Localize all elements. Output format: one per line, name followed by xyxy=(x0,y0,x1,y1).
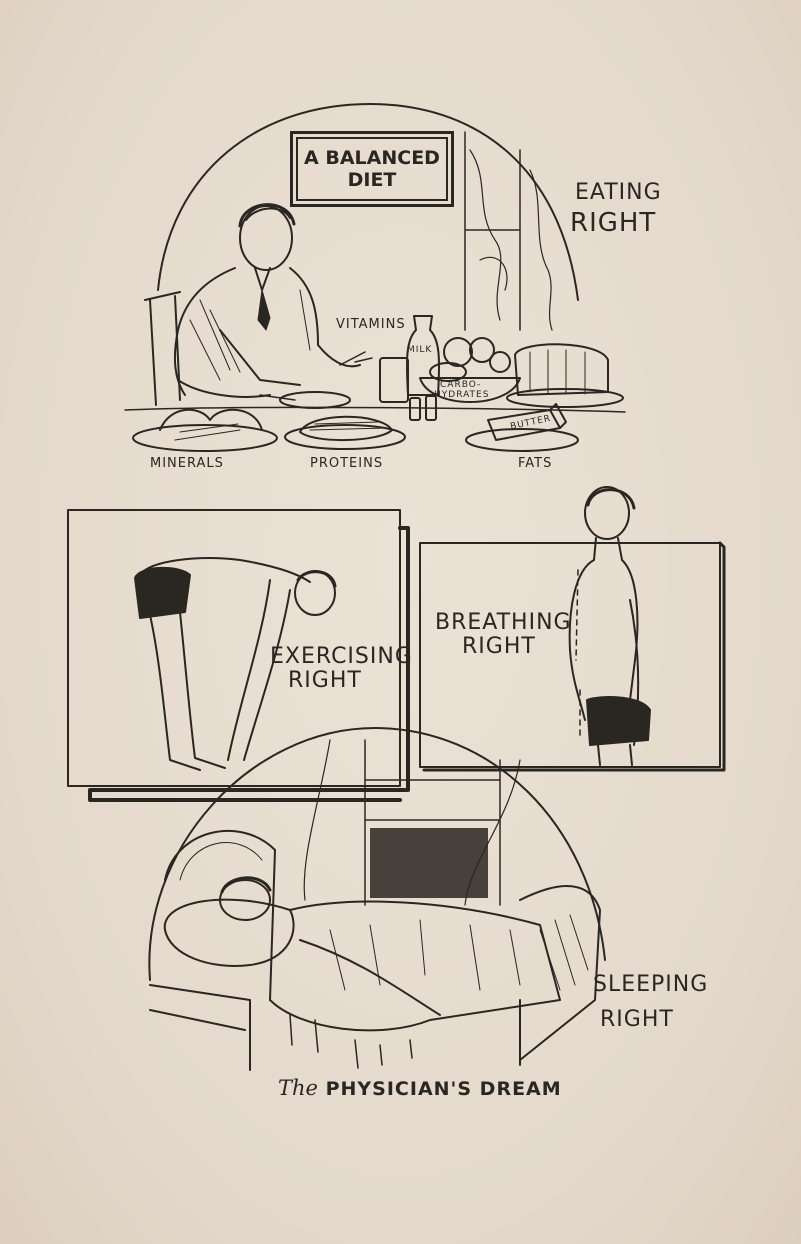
sleeping-scene-illustration xyxy=(149,728,605,1070)
butter-label: BUTTER xyxy=(509,413,553,433)
milk-label: MILK xyxy=(407,345,433,355)
balanced-diet-sign xyxy=(290,131,454,207)
sleeping-title-line2: RIGHT xyxy=(600,1007,674,1032)
caption xyxy=(278,1076,562,1100)
caption-prefix: The xyxy=(278,1076,318,1100)
sign-line-1: A BALANCED xyxy=(304,147,440,169)
breathing-title-line2: RIGHT xyxy=(462,634,536,659)
eating-title-line2: RIGHT xyxy=(570,208,657,238)
carbo-label-2: HYDRATES xyxy=(434,390,490,400)
vitamins-label: VITAMINS xyxy=(336,317,406,332)
breathing-title-line1: BREATHING xyxy=(435,610,572,635)
exercising-title-line1: EXERCISING xyxy=(270,644,413,669)
exercising-title-line2: RIGHT xyxy=(288,668,362,693)
fats-label: FATS xyxy=(518,456,553,471)
eating-title-line1: EATING xyxy=(575,180,662,205)
carbo-label-1: CARBO- xyxy=(440,380,482,390)
sleeping-title-line1: SLEEPING xyxy=(593,972,709,997)
caption-main: PHYSICIAN'S DREAM xyxy=(325,1078,562,1100)
proteins-label: PROTEINS xyxy=(310,456,384,471)
sign-line-2: DIET xyxy=(347,169,397,191)
minerals-label: MINERALS xyxy=(150,456,224,471)
